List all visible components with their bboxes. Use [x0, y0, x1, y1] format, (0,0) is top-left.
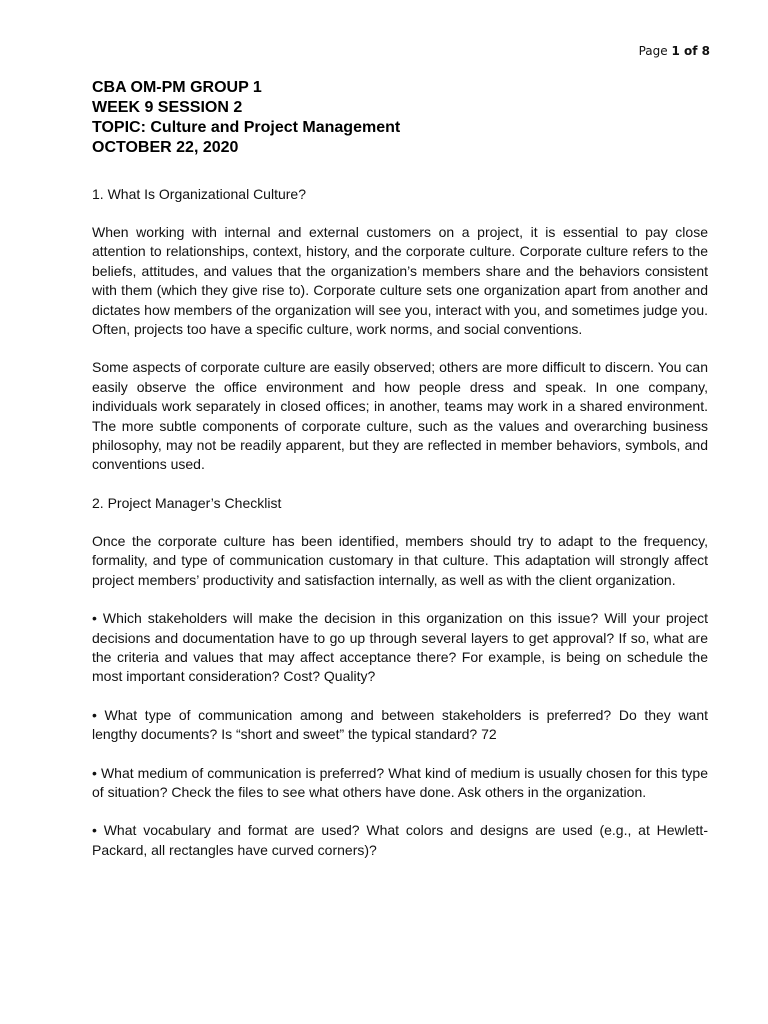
checklist-item: • What medium of communication is preferred? What kind of medium is usually chosen for this type of situation? Check the files to see what others have done. Ask others in the organization.: [92, 764, 708, 800]
page-current: 1: [671, 44, 680, 58]
checklist-item: • What vocabulary and format are used? What colors and designs are used (e.g., at Hewlett-Packard, all rectangles have curved corners)?: [92, 822, 708, 858]
section-1-title: 1. What Is Organizational Culture?: [92, 186, 306, 202]
document-body: [92, 78, 708, 860]
section-2-title: 2. Project Manager’s Checklist: [92, 494, 282, 511]
page-of-label: of: [679, 44, 702, 58]
page-total: 8: [701, 44, 710, 58]
section-1-paragraph-1: When working with internal and external customers on a project, it is essential to pay close attention to relationships, context, history, and the corporate culture. Corporate culture refers to the beliefs, attitudes, and values that the organization’s members share and the behaviors consistent with them (which they give rise to). Corporate culture sets one organization apart from another and dictates how members of the organization will see you, interact with you, and sometimes judge you. Often, projects too have a specific culture, work norms, and social conventions.: [92, 224, 708, 338]
section-1-paragraph-2: Some aspects of corporate culture are easily observed; others are more difficult to discern. You can easily observe the office environment and how people dress and speak. In one company, individuals work separately in closed offices; in another, teams may work in a shared environment. The more subtle components of corporate culture, such as the values and overarching business philosophy, may not be readily apparent, but they are reflected in member behaviors, symbols, and conventions used.: [92, 359, 708, 473]
heading-topic: TOPIC: Culture and Project Management: [92, 119, 401, 136]
document-heading: [92, 78, 708, 158]
page-number: [639, 44, 710, 58]
checklist-item: • What type of communication among and between stakeholders is preferred? Do they want lengthy documents? Is “short and sweet” the typical standard? 72: [92, 706, 708, 743]
heading-date: OCTOBER 22, 2020: [92, 139, 239, 156]
page-label: Page: [638, 44, 672, 58]
section-2-intro: Once the corporate culture has been identified, members should try to adapt to the frequency, formality, and type of communication customary in that culture. This adaptation will strongly affect project members’ productivity and satisfaction internally, as well as with the client organization.: [92, 532, 708, 588]
heading-group: CBA OM-PM GROUP 1: [92, 79, 262, 96]
checklist-item: • Which stakeholders will make the decision in this organization on this issue? Will your project decisions and documentation have to go up through several layers to get approval? If so, what are the criteria and values that may affect acceptance there? For example, is being on schedule the most important consideration? Cost? Quality?: [92, 610, 708, 685]
heading-week-session: WEEK 9 SESSION 2: [92, 99, 243, 116]
